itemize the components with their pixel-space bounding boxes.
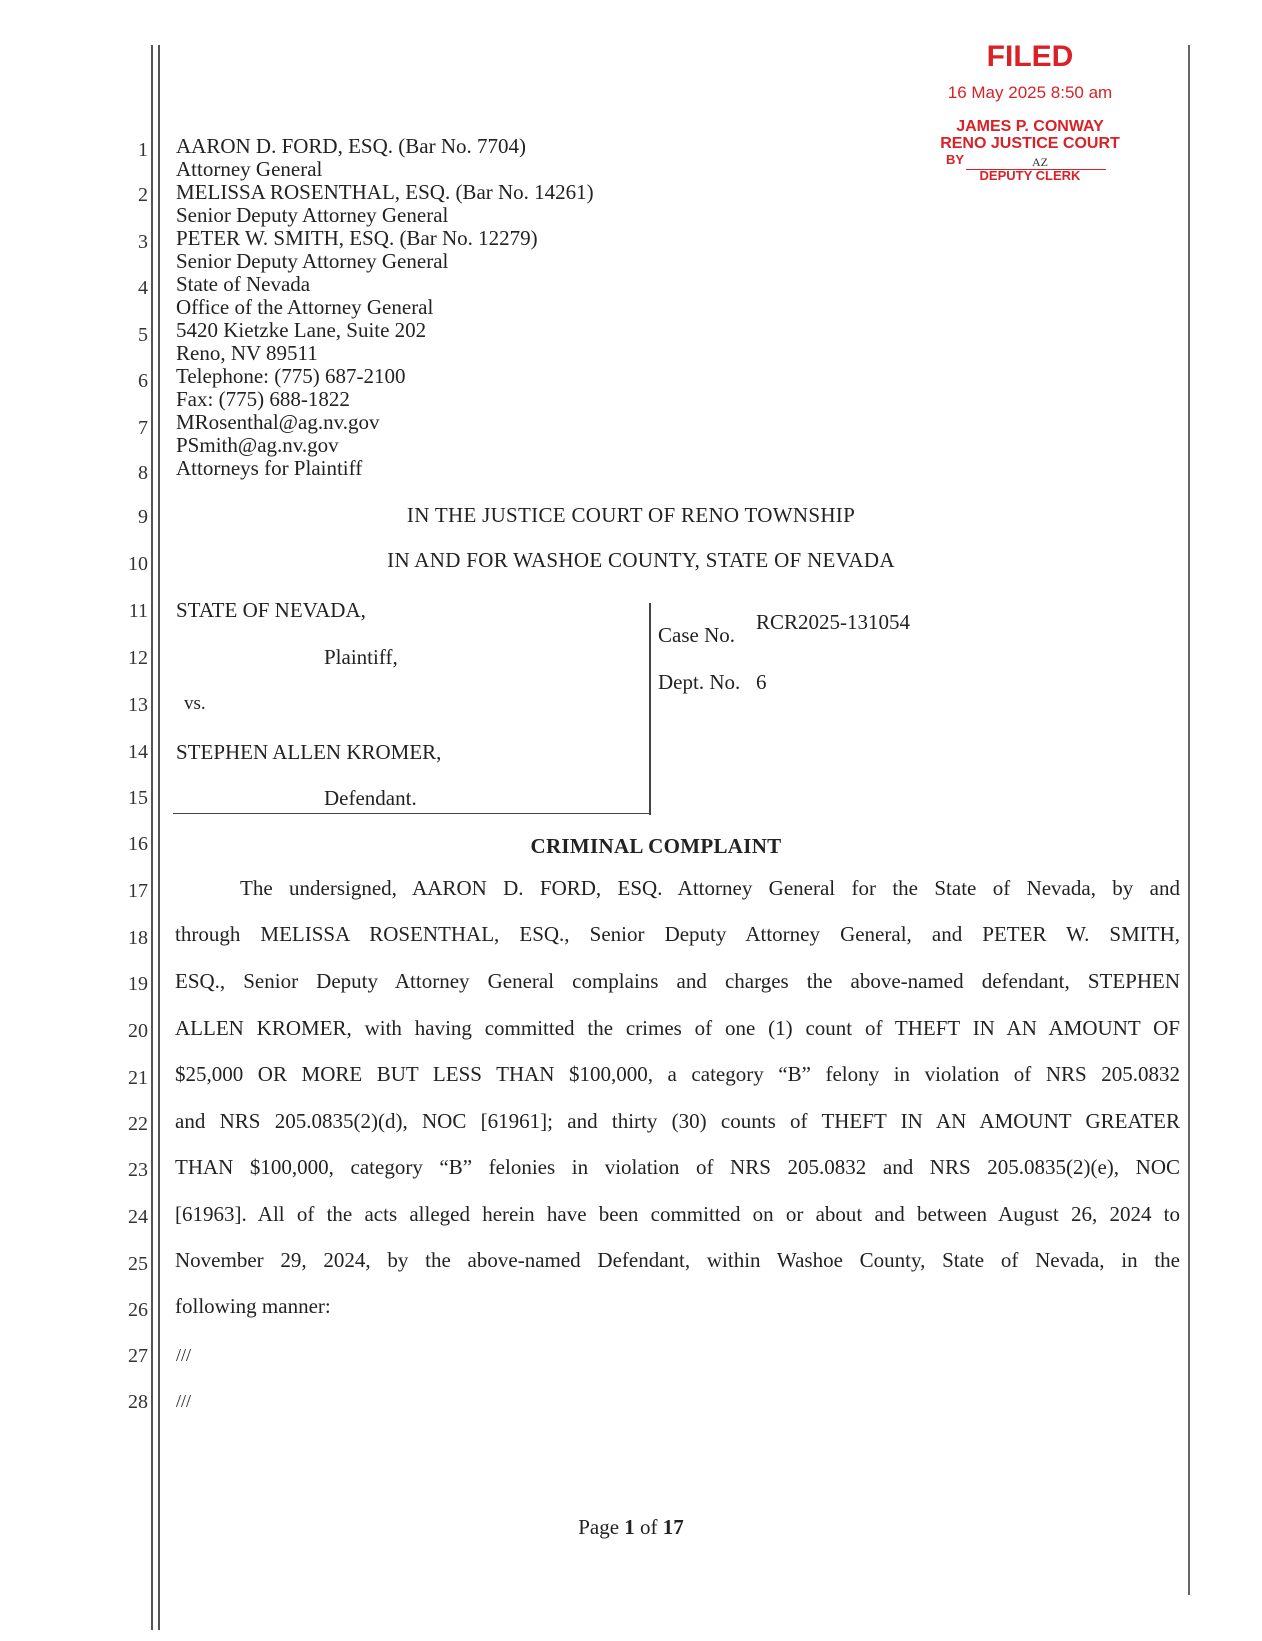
defendant-label: Defendant.	[324, 786, 417, 810]
page-total: 17	[662, 1515, 684, 1539]
attorney-block-line: Reno, NV 89511	[176, 341, 318, 365]
line-number: 11	[128, 600, 148, 622]
complaint-body-line: ALLEN KROMER, with having committed the crimes of one (1) count of THEFT IN AN AMOUNT OF	[175, 1016, 1180, 1040]
line-number: 17	[128, 880, 148, 902]
attorney-block-line: MRosenthal@ag.nv.gov	[176, 410, 380, 434]
complaint-body-line: and NRS 205.0835(2)(d), NOC [61961]; and thirty (30) counts of THEFT IN AN AMOUNT GREATER	[175, 1109, 1180, 1133]
line-number: 6	[138, 370, 148, 392]
document-title: CRIMINAL COMPLAINT	[530, 834, 782, 858]
line-number: 22	[128, 1113, 148, 1135]
continuation-slashes-2: ///	[176, 1391, 192, 1411]
line-number: 1	[138, 139, 148, 161]
case-number-label: Case No.	[658, 623, 735, 647]
line-number: 10	[128, 553, 148, 575]
attorney-block-line: Fax: (775) 688-1822	[176, 387, 350, 411]
stamp-initials: AZ	[1032, 155, 1048, 169]
attorney-block-line: Senior Deputy Attorney General	[176, 203, 449, 227]
attorney-block-line: PSmith@ag.nv.gov	[176, 433, 339, 457]
line-number: 2	[138, 184, 148, 206]
line-number: 27	[128, 1345, 148, 1367]
line-number: 3	[138, 231, 148, 253]
line-number: 13	[128, 694, 148, 716]
line-number: 16	[128, 833, 148, 855]
line-number: 21	[128, 1067, 148, 1089]
page-word: Page	[578, 1515, 620, 1539]
line-number: 20	[128, 1020, 148, 1042]
right-margin-rule	[1188, 45, 1190, 1595]
complaint-body-line: THAN $100,000, category “B” felonies in violation of NRS 205.0832 and NRS 205.0835(2)(e), NOC	[175, 1155, 1180, 1179]
plaintiff-name: STATE OF NEVADA,	[176, 598, 366, 622]
plaintiff-label: Plaintiff,	[324, 645, 398, 669]
attorney-block-line: PETER W. SMITH, ESQ. (Bar No. 12279)	[176, 226, 538, 250]
complaint-body-line: $25,000 OR MORE BUT LESS THAN $100,000, a category “B” felony in violation of NRS 205.0832	[175, 1062, 1180, 1086]
of-word: of	[640, 1515, 658, 1539]
line-number: 5	[138, 324, 148, 346]
line-number: 18	[128, 927, 148, 949]
stamp-clerk-name: JAMES P. CONWAY	[956, 118, 1104, 135]
attorney-block-line: Attorney General	[176, 157, 323, 181]
line-number: 23	[128, 1159, 148, 1181]
dept-number-label: Dept. No.	[658, 670, 741, 694]
attorney-block-line: 5420 Kietzke Lane, Suite 202	[176, 318, 427, 342]
stamp-deputy-title: DEPUTY CLERK	[979, 168, 1081, 183]
attorney-block-line: AARON D. FORD, ESQ. (Bar No. 7704)	[176, 134, 526, 158]
attorney-block-line: State of Nevada	[176, 272, 311, 296]
caption-horizontal-rule	[173, 813, 651, 814]
continuation-slashes-1: ///	[176, 1345, 192, 1365]
attorney-block-line: MELISSA ROSENTHAL, ESQ. (Bar No. 14261)	[176, 180, 594, 204]
line-number: 12	[128, 647, 148, 669]
versus: vs.	[184, 693, 206, 714]
attorney-block-line: Office of the Attorney General	[176, 295, 434, 319]
line-number: 7	[138, 417, 148, 439]
line-number: 26	[128, 1299, 148, 1321]
complaint-body-line: ESQ., Senior Deputy Attorney General complains and charges the above-named defendant, STEPHEN	[175, 969, 1180, 993]
line-number: 25	[128, 1253, 148, 1275]
attorney-block-line: Attorneys for Plaintiff	[176, 456, 363, 480]
complaint-body-line: following manner:	[175, 1294, 331, 1318]
line-number: 4	[138, 277, 148, 299]
line-number: 9	[138, 506, 148, 528]
line-number: 14	[128, 741, 148, 763]
case-number: RCR2025-131054	[756, 610, 911, 634]
page-number: 1	[624, 1515, 635, 1539]
court-heading-line-2: IN AND FOR WASHOE COUNTY, STATE OF NEVADA	[387, 548, 895, 572]
page-footer	[0, 1515, 1262, 1540]
line-number: 28	[128, 1391, 148, 1413]
stamp-by: BY	[946, 152, 965, 167]
court-heading-line-1: IN THE JUSTICE COURT OF RENO TOWNSHIP	[406, 503, 856, 527]
dept-number: 6	[756, 670, 767, 694]
line-number: 8	[138, 462, 148, 484]
line-number: 19	[128, 973, 148, 995]
stamp-court: RENO JUSTICE COURT	[940, 135, 1120, 152]
complaint-body-line: through MELISSA ROSENTHAL, ESQ., Senior Deputy Attorney General, and PETER W. SMITH,	[175, 922, 1180, 946]
complaint-body-line: [61963]. All of the acts alleged herein have been committed on or about and between August 26, 2024 to	[175, 1202, 1180, 1226]
line-number: 24	[128, 1206, 148, 1228]
attorney-block-line: Telephone: (775) 687-2100	[176, 364, 406, 388]
filed-stamp	[930, 38, 1130, 188]
complaint-body-line: November 29, 2024, by the above-named Defendant, within Washoe County, State of Nevada, in the	[175, 1248, 1180, 1272]
caption-vertical-rule	[649, 603, 651, 815]
complaint-body-line: The undersigned, AARON D. FORD, ESQ. Attorney General for the State of Nevada, by and	[240, 876, 1180, 900]
line-number: 15	[128, 787, 148, 809]
attorney-block-line: Senior Deputy Attorney General	[176, 249, 449, 273]
defendant-name: STEPHEN ALLEN KROMER,	[176, 740, 442, 764]
stamp-filed: FILED	[986, 40, 1074, 73]
stamp-date: 16 May 2025 8:50 am	[947, 83, 1113, 102]
